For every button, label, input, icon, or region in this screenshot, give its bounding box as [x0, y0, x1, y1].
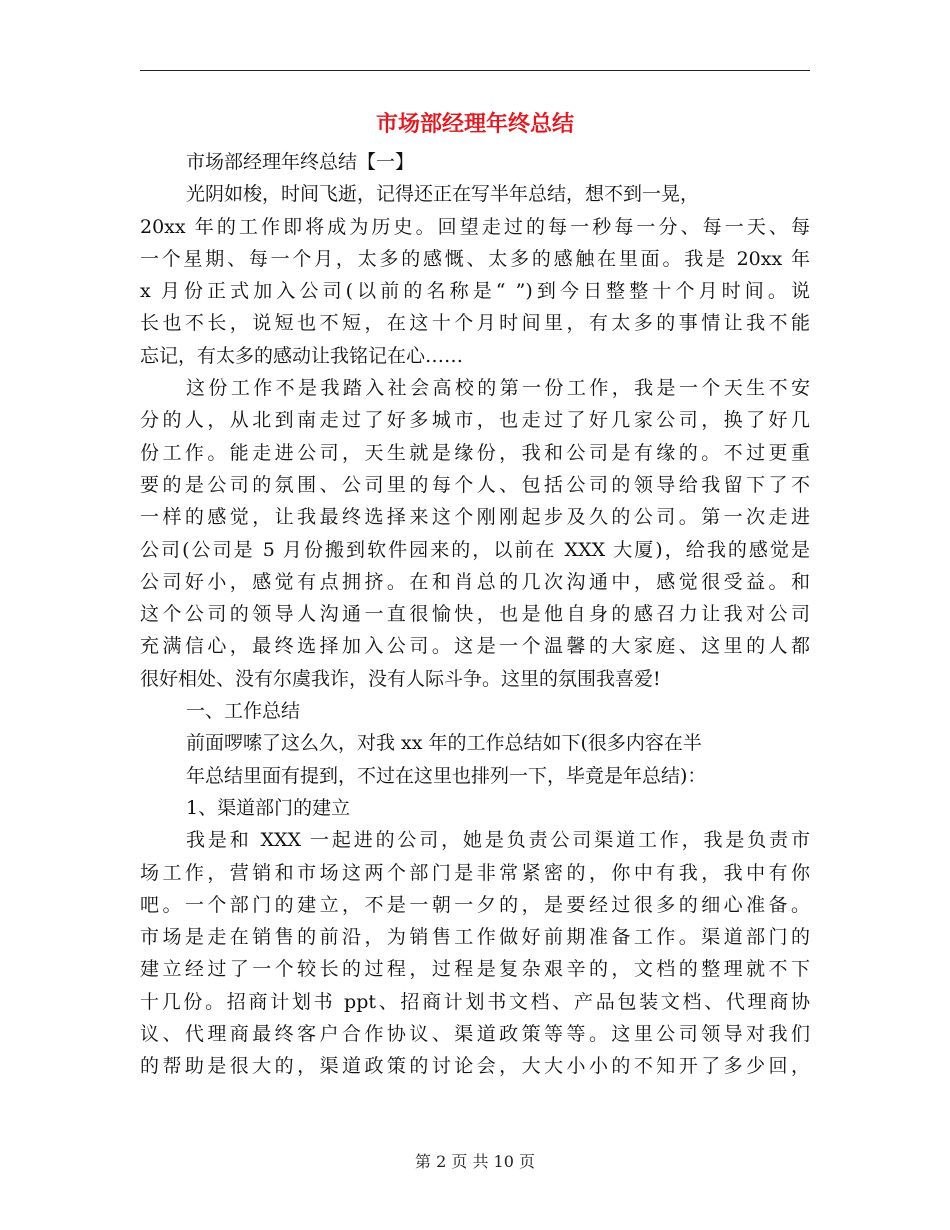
text-line: 市场部经理年终总结【一】: [186, 151, 415, 173]
text-line: 20xx 年的工作即将成为历史。回望走过的每一秒每一分、每一天、每: [140, 215, 810, 238]
text-line: 公司好小，感觉有点拥挤。在和肖总的几次沟通中，感觉很受益。和: [140, 570, 810, 593]
text-line: 的帮助是很大的，渠道政策的讨论会，大大小小的不知开了多少回，: [140, 1055, 810, 1078]
text-line: 公司(公司是 5 月份搬到软件园来的，以前在 XXX 大厦)，给我的感觉是: [140, 538, 810, 561]
text-line: 一个星期、每一个月，太多的感慨、太多的感触在里面。我是 20xx 年: [140, 247, 810, 270]
text-line: 一样的感觉，让我最终选择来这个刚刚起步及久的公司。第一次走进: [140, 506, 810, 529]
text-line: x 月份正式加入公司(以前的名称是“ ”)到今日整整十个月时间。说: [140, 280, 810, 303]
text-line: 光阴如梭，时间飞逝，记得还正在写半年总结，想不到一晃，: [186, 183, 700, 206]
text-line: 忘记，有太多的感动让我铭记在心……: [140, 344, 464, 367]
text-line: 充满信心，最终选择加入公司。这是一个温馨的大家庭、这里的人都: [140, 635, 810, 658]
document-title: 市场部经理年终总结: [375, 112, 574, 137]
text-line: 这份工作不是我踏入社会高校的第一份工作，我是一个天生不安: [186, 377, 810, 400]
text-line: 市场是走在销售的前沿，为销售工作做好前期准备工作。渠道部门的: [140, 926, 810, 949]
text-line: 十几份。招商计划书 ppt、招商计划书文档、产品包装文档、代理商协: [140, 990, 810, 1013]
text-line: 场工作，营销和市场这两个部门是非常紧密的，你中有我，我中有你: [140, 861, 810, 884]
text-line: 建立经过了一个较长的过程，过程是复杂艰辛的，文档的整理就不下: [140, 958, 810, 981]
text-line: 要的是公司的氛围、公司里的每个人、包括公司的领导给我留下了不: [140, 473, 810, 496]
text-line: 这个公司的领导人沟通一直很愉快，也是他自身的感召力让我对公司: [140, 603, 810, 626]
text-line: 长也不长，说短也不短，在这十个月时间里，有太多的事情让我不能: [140, 312, 810, 335]
text-line: 分的人，从北到南走过了好多城市，也走过了好几家公司，换了好几: [140, 409, 810, 432]
text-line: 前面啰嗦了这么久，对我 xx 年的工作总结如下(很多内容在半: [186, 732, 702, 755]
text-line: 1、渠道部门的建立: [186, 796, 351, 819]
text-line: 议、代理商最终客户合作协议、渠道政策等等。这里公司领导对我们: [140, 1023, 810, 1046]
text-line: 一、工作总结: [186, 700, 301, 723]
text-line: 份工作。能走进公司，天生就是缘份，我和公司是有缘的。不过更重: [140, 441, 810, 464]
text-line: 年总结里面有提到，不过在这里也排列一下，毕竟是年总结)：: [186, 764, 707, 787]
document-body: [140, 146, 810, 1083]
text-line: 很好相处、没有尔虞我诈，没有人际斗争。这里的氛围我喜爱!: [140, 667, 661, 690]
page-number: 第 2 页 共 10 页: [415, 1152, 535, 1171]
text-line: 我是和 XXX 一起进的公司，她是负责公司渠道工作，我是负责市: [186, 829, 810, 852]
text-line: 吧。一个部门的建立，不是一朝一夕的，是要经过很多的细心准备。: [140, 893, 810, 916]
header-rule: [140, 70, 810, 71]
